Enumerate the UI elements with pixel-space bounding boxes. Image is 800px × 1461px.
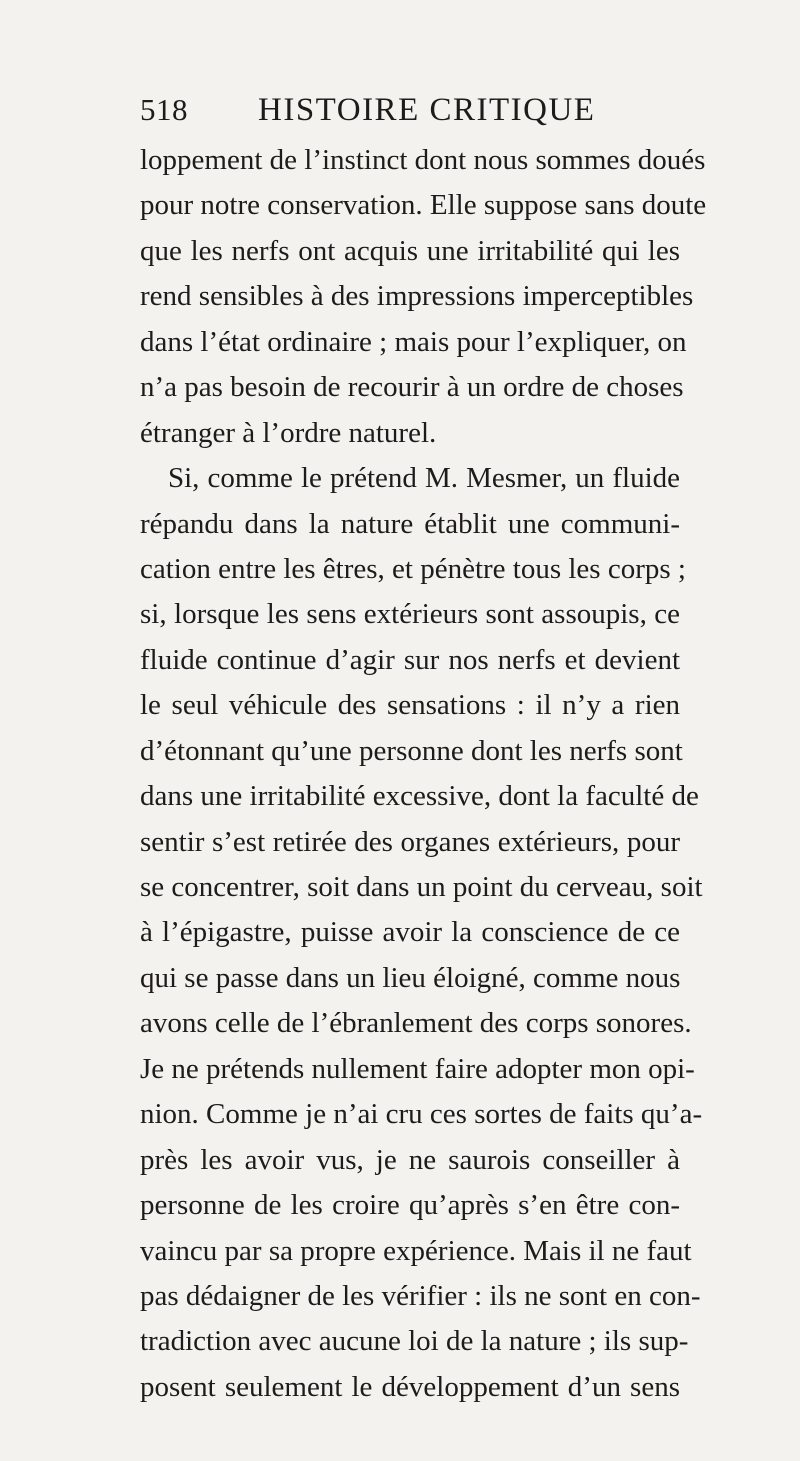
text-line: à l’épigastre, puisse avoir la conscience de ce bbox=[140, 916, 680, 949]
text-line: d’étonnant qu’une personne dont les nerfs sont bbox=[140, 734, 683, 767]
text-line: dans une irritabilité excessive, dont la faculté de bbox=[140, 780, 699, 813]
text-line: le seul véhicule des sensations : il n’y a rien bbox=[140, 689, 680, 722]
text-line: répandu dans la nature établit une communi- bbox=[140, 507, 680, 540]
text-line: Je ne prétends nullement faire adopter mon opi- bbox=[140, 1052, 695, 1085]
text-line: se concentrer, soit dans un point du cerveau, soit bbox=[140, 871, 703, 903]
text-line: posent seulement le développement d’un sens bbox=[140, 1370, 680, 1403]
text-line: avons celle de l’ébranlement des corps sonores. bbox=[140, 1007, 692, 1040]
text-line: n’a pas besoin de recourir à un ordre de choses bbox=[140, 371, 684, 404]
text-line: personne de les croire qu’après s’en être con- bbox=[140, 1189, 680, 1222]
text-line: Si, comme le prétend M. Mesmer, un fluide bbox=[168, 462, 680, 495]
text-line: étranger à l’ordre naturel. bbox=[140, 416, 437, 449]
text-line: fluide continue d’agir sur nos nerfs et devient bbox=[140, 643, 680, 676]
text-line: sentir s’est retirée des organes extérieurs, pour bbox=[140, 825, 680, 858]
running-title: HISTOIRE CRITIQUE bbox=[258, 92, 596, 128]
text-line: qui se passe dans un lieu éloigné, comme nous bbox=[140, 961, 681, 994]
text-line: dans l’état ordinaire ; mais pour l’expliquer, on bbox=[140, 325, 687, 358]
text-line: rend sensibles à des impressions imperceptibles bbox=[140, 280, 694, 313]
text-line: loppement de l’instinct dont nous sommes doués bbox=[140, 144, 706, 176]
text-line: si, lorsque les sens extérieurs sont assoupis, ce bbox=[140, 598, 680, 631]
text-line: nion. Comme je n’ai cru ces sortes de faits qu’a- bbox=[140, 1098, 703, 1131]
text-line: vaincu par sa propre expérience. Mais il ne faut bbox=[140, 1234, 692, 1267]
text-line: pas dédaigner de les vérifier : ils ne sont en con- bbox=[140, 1279, 701, 1312]
body-text bbox=[140, 138, 707, 1410]
text-line: tradiction avec aucune loi de la nature ; ils sup- bbox=[140, 1325, 689, 1358]
text-line: pour notre conservation. Elle suppose sans doute bbox=[140, 189, 707, 222]
text-line: que les nerfs ont acquis une irritabilité qui les bbox=[140, 234, 680, 267]
text-line: cation entre les êtres, et pénètre tous les corps ; bbox=[140, 552, 686, 585]
text-line: près les avoir vus, je ne saurois conseiller à bbox=[140, 1143, 680, 1176]
page-header bbox=[140, 92, 660, 142]
page-number: 518 bbox=[140, 92, 188, 127]
